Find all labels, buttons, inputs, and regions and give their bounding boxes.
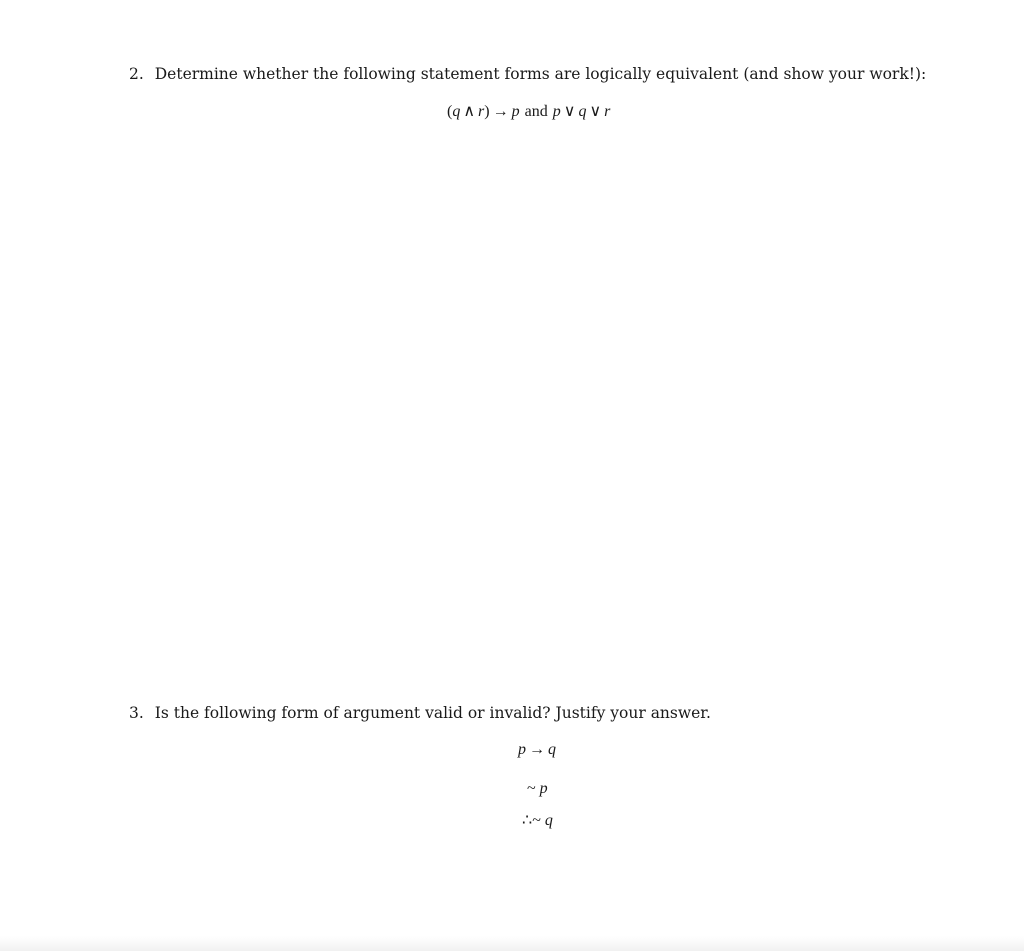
conclusion-not-operator: ~ [532,812,541,829]
var-q: q [452,103,461,120]
var-r: r [478,103,485,120]
premise-1-var-p: p [518,741,526,758]
argument-premise-1 [518,740,556,760]
question-2-number: 2. [129,65,144,83]
open-paren: ( [447,103,453,120]
close-paren: ) [484,103,490,120]
premise-1-var-q: q [548,741,556,758]
premise-2-var-p: p [539,780,548,797]
argument-premise-2 [527,779,548,799]
question-3 [129,703,711,723]
question-2-expression [447,102,610,122]
or-operator-1: ∨ [563,103,576,120]
var-q-2: q [578,103,587,120]
question-3-number: 3. [129,704,144,722]
question-2 [129,64,926,84]
implies-operator: → [492,103,509,120]
conclusion-var-q: q [544,812,553,829]
therefore-symbol: ∴ [522,812,533,829]
page-bottom-edge [0,936,1024,951]
premise-2-not-operator: ~ [527,780,536,797]
conjunction-word: and [524,103,548,120]
question-2-text: Determine whether the following statement forms are logically equivalent (and show your work!): [154,65,927,83]
and-operator: ∧ [463,103,476,120]
premise-1-implies-operator: → [529,741,545,758]
or-operator-2: ∨ [589,103,602,120]
var-p-2: p [552,103,561,120]
question-3-text: Is the following form of argument valid or invalid? Justify your answer. [154,704,711,722]
var-p: p [511,103,520,120]
var-r-2: r [604,103,611,120]
argument-conclusion [522,811,553,831]
